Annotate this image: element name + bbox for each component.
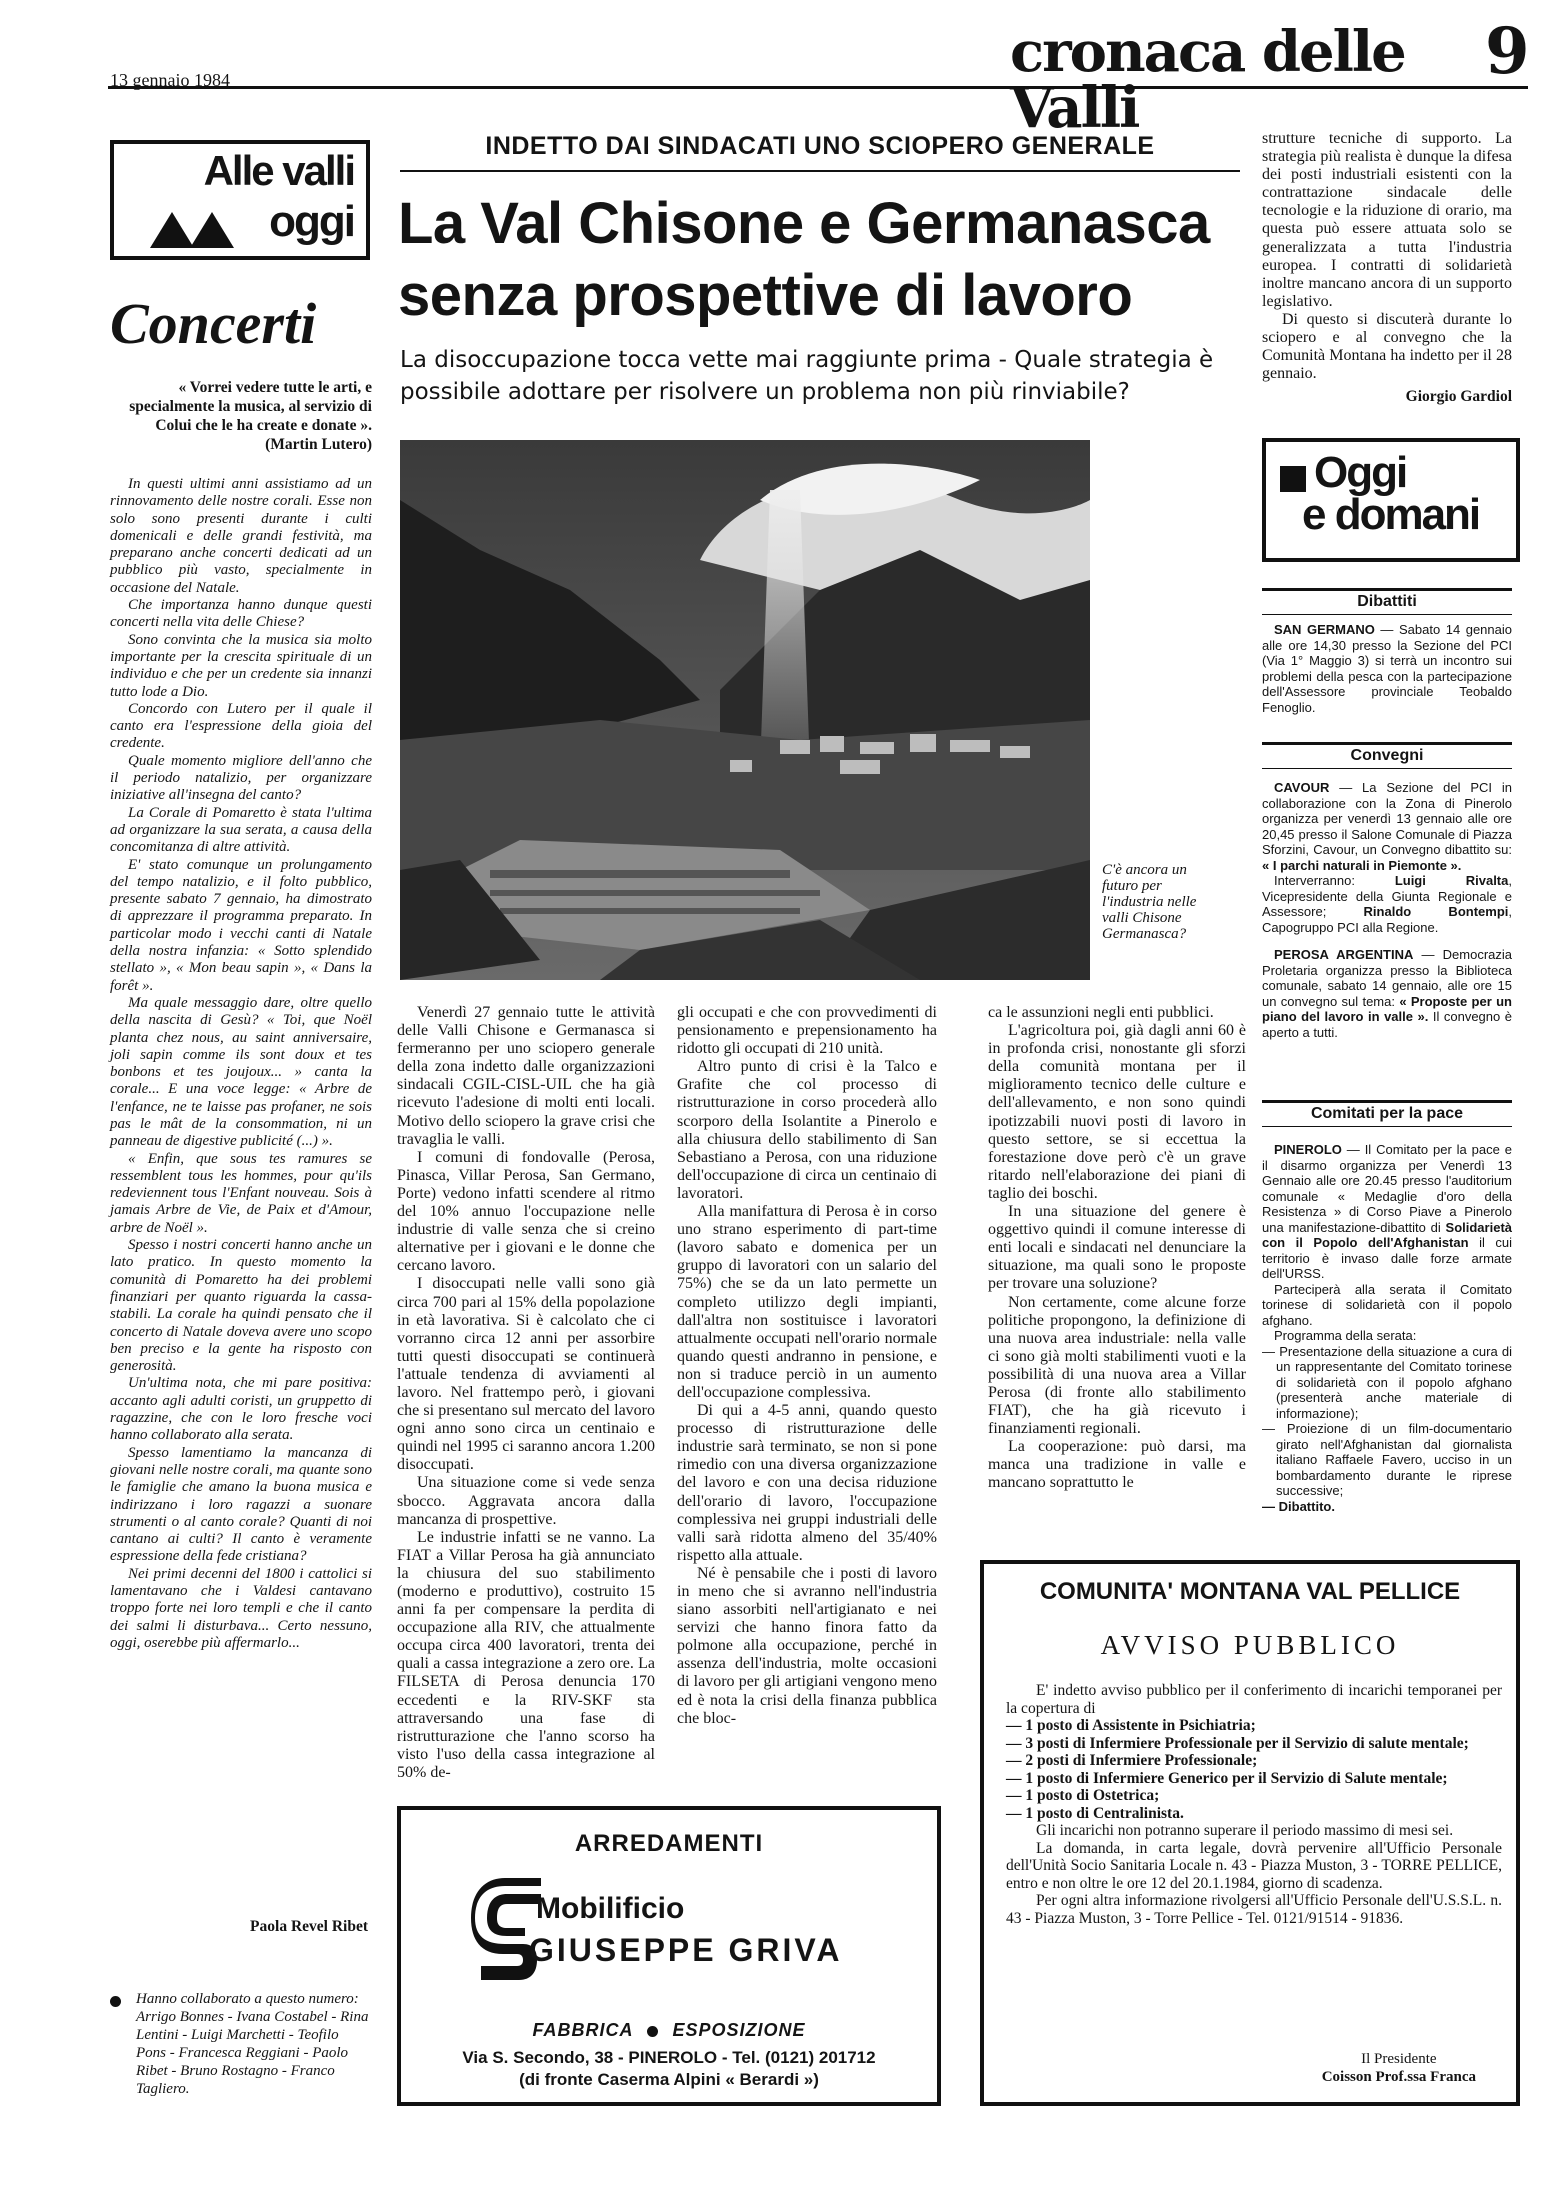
article-signature: Giorgio Gardiol bbox=[1405, 388, 1512, 405]
program-list bbox=[1262, 1344, 1512, 1515]
paragraph: E' stato comunque un prolungamento del tempo natalizio, e il folto pubblico, presente sabato 7 gennaio, ha dimostrato di apprezzare il programma preparato. In particolar modo i vecchi canti di Natale della nostra infanzia: « Sotto splendido stellato », « Mon beau sapin », « Dans la forêt ». bbox=[110, 856, 372, 994]
paragraph: La Corale di Pomaretto è stata l'ultima ad organizzare la sua serata, a causa della concomitanza di altre attività. bbox=[110, 804, 372, 856]
place-name: PEROSA ARGENTINA bbox=[1274, 947, 1414, 962]
paragraph: Di qui a 4-5 anni, quando questo processo di ristrutturazione delle industrie sarà terminato, se non si pone rimedio con una diversa organizzazione del lavoro e con una decisa riduzione dell'orario di lavoro, l'occupazione complessiva nei gruppi industriali delle valli sarà ridotta almeno del 35/40% rispetto alla attuale. bbox=[677, 1402, 937, 1564]
convegni-text bbox=[1262, 780, 1512, 1040]
event-text: il cui territorio è invaso dalle forze armate dell'URSS. bbox=[1262, 1235, 1512, 1281]
list-item: — Proiezione di un film-documentario girato nell'Afghanistan dal giornalista italiano Raffaele Favero, ucciso in un bombardamento durante le riprese successive; bbox=[1276, 1421, 1512, 1499]
ad-subtitle: AVVISO PUBBLICO bbox=[1100, 1630, 1400, 1660]
section-title: Concerti bbox=[110, 291, 317, 356]
section-convegni: Convegni bbox=[1262, 742, 1512, 769]
list-item: — 3 posti di Infermiere Professionale per il Servizio di salute mentale; bbox=[1006, 1735, 1502, 1753]
paragraph: Sono convinta che la musica sia molto importante per la crescita spirituale di un individuo e che per un credente sia innanzi tutto lode a Dio. bbox=[110, 631, 372, 700]
signature-name: Coisson Prof.ssa Franca bbox=[1321, 2069, 1476, 2085]
ad-signature bbox=[1322, 2050, 1476, 2086]
article-column-2 bbox=[677, 1004, 937, 1728]
paragraph: Spesso lamentiamo la mancanza di giovani nelle nostre corali, ma quante sono le famiglie che amano la buona musica e indirizzano i loro ragazzi a suonare strumenti o al canto corale? Quanti di noi cantano ai culti? Il canto è veramente espressione della fede cristiana? bbox=[110, 1444, 372, 1565]
event-text: Parteciperà alla serata il Comitato torinese di solidarietà con il popolo afghano. bbox=[1262, 1281, 1512, 1328]
paragraph: I disoccupati nelle valli sono già circa 700 pari al 15% della popolazione in età lavorativa. Si è calcolato che ci vorranno circa 12 anni per assorbire tutti questi disoccupati se continuerà l'attuale tendenza di avviamenti al lavoro. Nel frattempo però, i giovani che si presentano sul mercato del lavoro ogni anno sono circa un centinaio e quindi nel 1995 ci saranno ancora 1.200 disoccupati. bbox=[397, 1275, 655, 1474]
tagline-fabbrica: FABBRICA bbox=[532, 2020, 634, 2040]
place-name: PINEROLO bbox=[1274, 1142, 1342, 1157]
event-topic: Solidarietà con il Popolo dell'Afghanistan bbox=[1262, 1219, 1512, 1250]
issue-date: 13 gennaio 1984 bbox=[110, 70, 230, 90]
speaker-role: , Vicepresidente della Giunta Regionale e Assessore; bbox=[1262, 873, 1512, 919]
paragraph: La domanda, in carta legale, dovrà pervenire all'Ufficio Personale dell'Unità Socio Sanitaria Locale n. 43 - Piazza Muston, 3 - TORRE PELLICE, entro e non oltre le ore 12 del 20.1.1984, giorno di scadenza. bbox=[1006, 1839, 1502, 1892]
valley-photo bbox=[400, 440, 1090, 980]
masthead: cronaca delle Valli bbox=[1010, 19, 1405, 141]
paragraph: Ma quale messaggio dare, oltre quello della nascita di Gesù? « Toi, que Noël planta chez nous, au saint anniversaire, joli sapin comme ils sont doux et tes bonbons et tes joujoux... » canta la corale... E una voce legge: « Arbre de l'enfance, ne te laisse pas profaner, ne sois pas le mât de la consommation, ni un panneau de digestive publicité (...) ». bbox=[110, 994, 372, 1150]
event-text: Il convegno è aperto a tutti. bbox=[1262, 1009, 1512, 1040]
event-topic: « I parchi naturali in Piemonte ». bbox=[1262, 857, 1462, 873]
event-topic: « Proposte per un piano del lavoro in valle ». bbox=[1262, 993, 1512, 1024]
event-text: Programma della serata: bbox=[1274, 1328, 1417, 1343]
article-column-1 bbox=[397, 1004, 655, 1782]
oggi-title bbox=[1302, 448, 1480, 539]
ad-name-line2: GIUSEPPE GRIVA bbox=[529, 1932, 843, 1968]
event-text: — Sabato 14 gennaio alle ore 14,30 presso la Sezione del PCI (Via 1° Maggio 3) si terrà un incontro sui problemi della pesca con la partecipazione dell'Assessore provinciale Teobaldo Fenoglio. bbox=[1262, 622, 1512, 715]
ad-name-line1: Mobilificio bbox=[536, 1892, 685, 1925]
section-dibattiti: Dibattiti bbox=[1262, 588, 1512, 615]
collaborators-text: Hanno collaborato a questo numero: Arrigo Bonnes - Ivana Costabel - Rina Lentini - Luigi Marchetti - Teofilo Pons - Francesca Reggiani - Paolo Ribet - Bruno Rostagno - Franco Tagliero. bbox=[136, 1991, 369, 2097]
speaker-name: Luigi Rivalta bbox=[1394, 873, 1509, 888]
paragraph: Altro punto di crisi è la Talco e Grafite che col processo di ristrutturazione in corso procederà allo scorporo della Isolantite a Pinerolo e alla chiusura dello stabilimento di San Sebastiano a Perosa, con una riduzione dell'occupazione di circa un centinaio di lavoratori. bbox=[677, 1058, 937, 1202]
place-name: SAN GERMANO bbox=[1274, 622, 1375, 637]
article-kicker: INDETTO DAI SINDACATI UNO SCIOPERO GENERALE bbox=[485, 132, 1155, 160]
logo-line2: oggi bbox=[269, 197, 354, 246]
oggi-title-line1: Oggi bbox=[1314, 448, 1407, 497]
article-deck: La disoccupazione tocca vette mai raggiunte prima - Quale strategia è possibile adottare per risolvere un problema non più rinviabile? bbox=[400, 347, 1214, 405]
paragraph: I comuni di fondovalle (Perosa, Pinasca, Villar Perosa, San Germano, Porte) vedono infatti scendere al ritmo del 10% annuo l'occupazione nelle industrie di valle senza che si creino alternative per i giovani e le donne che cercano lavoro. bbox=[397, 1148, 655, 1275]
headline-line1: La Val Chisone e Germanasca bbox=[398, 191, 1210, 256]
article-column-4 bbox=[1262, 130, 1512, 383]
article-headline bbox=[398, 188, 1258, 332]
epigraph-text: « Vorrei vedere tutte le arti, e specialmente la musica, al servizio di Colui che le ha create e donate ». bbox=[129, 379, 372, 434]
list-item: — Presentazione della situazione a cura di un rappresentante del Comitato torinese di solidarietà con il popolo afghano (presenterà anche materiale di informazione); bbox=[1276, 1344, 1512, 1422]
event-text: — La Sezione del PCI in collaborazione con la Zona di Pinerolo organizza per venerdì 13 gennaio alle ore 20,45 presso il Salone Comunale di Piazza Sforzini, Cavour, un Convegno dibattito su: bbox=[1262, 780, 1512, 857]
paragraph: Che importanza hanno dunque questi concerti nella vita delle Chiese? bbox=[110, 597, 372, 631]
speakers-label: Interverranno: bbox=[1274, 873, 1395, 888]
paragraph: Una situazione come si vede senza sbocco. Aggravata ancora dalla mancanza di prospettive. bbox=[397, 1474, 655, 1528]
paragraph: ca le assunzioni negli enti pubblici. bbox=[988, 1004, 1214, 1021]
concerti-article bbox=[110, 476, 372, 1652]
ad-tagline bbox=[401, 2020, 937, 2041]
list-item: — 1 posto di Infermiere Generico per il Servizio di Salute mentale; bbox=[1006, 1770, 1502, 1788]
paragraph: gli occupati e che con provvedimenti di pensionamento e prepensionamento ha ridotto gli occupati di 210 unità. bbox=[677, 1004, 937, 1058]
photo-caption: C'è ancora un futuro per l'industria nelle valli Chisone Germanasca? bbox=[1102, 862, 1197, 942]
ad-title: COMUNITA' MONTANA VAL PELLICE bbox=[1039, 1578, 1461, 1605]
signature-role: Il Presidente bbox=[1361, 2051, 1437, 2067]
paragraph: Non certamente, come alcune forze politiche propongono, la definizione di una nuova area industriale: nella valle ci sono già molti stabilimenti vuoti e la possibilità di una nuova area a Villar Perosa (di fronte allo stabilimento FIAT), che ha già ricevuto i finanziamenti regionali. bbox=[988, 1293, 1246, 1438]
paragraph: Le industrie infatti se ne vanno. La FIAT a Villar Perosa ha già annunciato la chiusura del suo stabilimento (moderno e produttivo), costruito 15 anni fa per compensare la perdita di occupazione alla RIV, che attualmente occupa circa 400 lavoratori, trenta dei quali a cassa integrazione a zero ore. La FILSETA di Perosa denuncia 170 eccedenti e la RIV-SKF sta attraversando una fase di ristrutturazione che l'anno scorso ha visto l'uso della cassa integrazione al 50% de- bbox=[397, 1528, 655, 1781]
collaborators-note bbox=[110, 1990, 372, 2098]
list-item: — 1 posto di Centralinista. bbox=[1006, 1805, 1502, 1823]
paragraph: Quale momento migliore dell'anno che il periodo natalizio, per organizzare iniziative all'insegna del canto? bbox=[110, 752, 372, 804]
page-number: 9 bbox=[1485, 14, 1530, 89]
paragraph: Spesso i nostri concerti hanno anche un lato pratico. In questo momento la comunità di Pomaretto ha dei problemi finanziari per quanto riguarda la cassa-stabili. La corale ha quindi pensato che il concerto di Natale doveva avere uno scopo ben preciso e la gente ha risposto con generosità. bbox=[110, 1237, 372, 1375]
logo-line1: Alle valli bbox=[203, 147, 354, 194]
paragraph: strutture tecniche di supporto. La strategia più realista è dunque la difesa dei posti industriali esistenti con la contrattazione sindacale delle tecnologie e la riduzione di orario, ma questa può essere attuata solo se generalizzata a tutta l'industria europea. I contratti di solidarietà inoltre mancano ancora di un supporto legislativo. bbox=[1262, 130, 1512, 310]
paragraph: Per ogni altra informazione rivolgersi all'Ufficio Personale dell'U.S.S.L. n. 43 - Piazza Muston, 3 - Torre Pellice - Tel. 0121/91514 - 91836. bbox=[1006, 1892, 1502, 1927]
paragraph: In questi ultimi anni assistiamo ad un rinnovamento delle nostre corali. Esse non solo sono presenti durante i culti domenicali e delle grandi festività, ma preparano anche concerti dedicati ad un pubblico più vasto, specialmente in occasione del Natale. bbox=[110, 476, 372, 596]
ad-address: Via S. Secondo, 38 - PINEROLO - Tel. (0121) 201712 bbox=[462, 2048, 876, 2067]
list-item: — 2 posti di Infermiere Professionale; bbox=[1006, 1752, 1502, 1770]
oggi-e-domani-box bbox=[1262, 438, 1520, 562]
speaker-role: , Capogruppo PCI alla Regione. bbox=[1262, 904, 1512, 935]
headline-line2: senza prospettive di lavoro bbox=[398, 263, 1133, 328]
epigraph-author: (Martin Lutero) bbox=[265, 436, 372, 453]
dibattiti-text bbox=[1262, 622, 1512, 715]
alle-valli-oggi-logo bbox=[110, 140, 370, 260]
bullet-icon bbox=[647, 2026, 658, 2037]
mountains-icon bbox=[150, 208, 238, 248]
paragraph: La cooperazione: può darsi, ma manca una tradizione in valle e mancano soprattutto le bbox=[988, 1438, 1246, 1492]
paragraph: Alla manifattura di Perosa è in corso uno strano esperimento di part-time (lavoro sabato e domenica per un gruppo di lavoratori con un salario del 75%) che se da un lato permette un completo utilizzo degli impianti, dall'altra non sostituisce i lavoratori attualmente occupati nell'orario normale quando questi andranno in pensione, e non si traduce perciò in un aumento dell'occupazione complessiva. bbox=[677, 1203, 937, 1401]
paragraph: Di questo si discuterà durante lo sciopero e al convegno che la Comunità Montana ha indetto per il 28 gennaio. bbox=[1262, 310, 1512, 383]
list-item: — 1 posto di Assistente in Psichiatria; bbox=[1006, 1717, 1502, 1735]
paragraph: Venerdì 27 gennaio tutte le attività delle Valli Chisone e Germanasca si fermeranno per uno sciopero generale della zona indetto dalle organizzazioni sindacali CGIL-CISL-UIL che ha già ricevuto l'adesione di molti enti locali. Motivo dello sciopero la grave crisi che travaglia le valli. bbox=[397, 1004, 655, 1148]
posts-list bbox=[1006, 1717, 1502, 1822]
paragraph: « Enfin, que sous tes ramures se ressemblent tous les hommes, pour qu'ils redeviennent tous l'Enfant nouveau. Sois à jamais Arbre de Vie, de Paix et d'Amour, arbre de Noël ». bbox=[110, 1150, 372, 1236]
header-rule bbox=[108, 86, 1528, 89]
speaker-name: Rinaldo Bontempi bbox=[1363, 904, 1509, 919]
event-text: — Democrazia Proletaria organizza presso la Biblioteca comunale, sabato 14 gennaio, alle ore 15 un convegno sul tema: bbox=[1262, 947, 1512, 1009]
list-item: — Dibattito. bbox=[1276, 1499, 1512, 1515]
ad-body bbox=[1006, 1682, 1502, 1927]
list-item: — 1 posto di Ostetrica; bbox=[1006, 1787, 1502, 1805]
ad-address-note: (di fronte Caserma Alpini « Berardi ») bbox=[519, 2070, 819, 2089]
section-comitati: Comitati per la pace bbox=[1262, 1100, 1512, 1127]
article-column-3 bbox=[988, 1004, 1246, 1493]
kicker-rule bbox=[400, 170, 1240, 172]
paragraph: Nei primi decenni del 1800 i cattolici si lamentavano che i Valdesi cantavano troppo forte nei loro templi e che il canto dei salmi li disturbava... Certo nessuno, oggi, oserebbe più affermarlo... bbox=[110, 1565, 372, 1651]
paragraph: E' indetto avviso pubblico per il conferimento di incarichi temporanei per la copertura di bbox=[1006, 1682, 1502, 1717]
place-name: CAVOUR bbox=[1274, 780, 1330, 795]
mobilificio-griva-ad bbox=[397, 1806, 941, 2106]
comitati-text bbox=[1262, 1142, 1512, 1514]
tagline-esposizione: ESPOSIZIONE bbox=[672, 2020, 806, 2040]
byline: Paola Revel Ribet bbox=[250, 1918, 368, 1935]
paragraph: Né è pensabile che i posti di lavoro in meno che si avranno nell'industria siano assorbiti nell'artigianato e nei servizi che hanno finora fatto da polmone alla occupazione, perché in assenza dell'industria, molte occasioni di lavoro per gli artigiani vengono meno ed è nota la crisi della finanza pubblica che bloc- bbox=[677, 1564, 937, 1727]
epigraph bbox=[110, 378, 372, 454]
oggi-title-line2: e domani bbox=[1302, 490, 1480, 539]
paragraph: Concordo con Lutero per il quale il canto era l'espressione della gioia del credente. bbox=[110, 700, 372, 752]
avviso-pubblico-ad bbox=[980, 1560, 1520, 2106]
paragraph: L'agricoltura poi, già dagli anni 60 è in profonda crisi, nonostante gli sforzi della comunità montana per il miglioramento tecnico delle culture e dell'allevamento, e non sono quindi ipotizzabili nuovi posti di lavoro in questo settore, se si eccettua la forestazione dove però c'è un grave ritardo nell'elaborazione dei piani di taglio dei boschi. bbox=[988, 1022, 1246, 1202]
bullet-icon bbox=[110, 1996, 121, 2007]
event-text: — Il Comitato per la pace e il disarmo organizza per Venerdì 13 Gennaio alle ore 20.45 presso l'auditorium comunale « Medaglie d'oro della Resistenza » di Corso Piave a Pinerolo una manifestazione-dibattito di bbox=[1262, 1142, 1512, 1235]
ad-title: ARREDAMENTI bbox=[574, 1830, 764, 1857]
paragraph: Un'ultima nota, che mi pare positiva: accanto agli adulti coristi, un gruppetto di ragazzine, che con le loro fresche voci hanno collaborato alla serata. bbox=[110, 1375, 372, 1444]
paragraph: Gli incarichi non potranno superare il periodo massimo di mesi sei. bbox=[1036, 1822, 1454, 1839]
paragraph: In una situazione del genere è oggettivo quindi il comune interesse di enti locali e sindacati nel denunciare la situazione, ma quali sono le proposte per trovare una soluzione? bbox=[988, 1203, 1246, 1293]
